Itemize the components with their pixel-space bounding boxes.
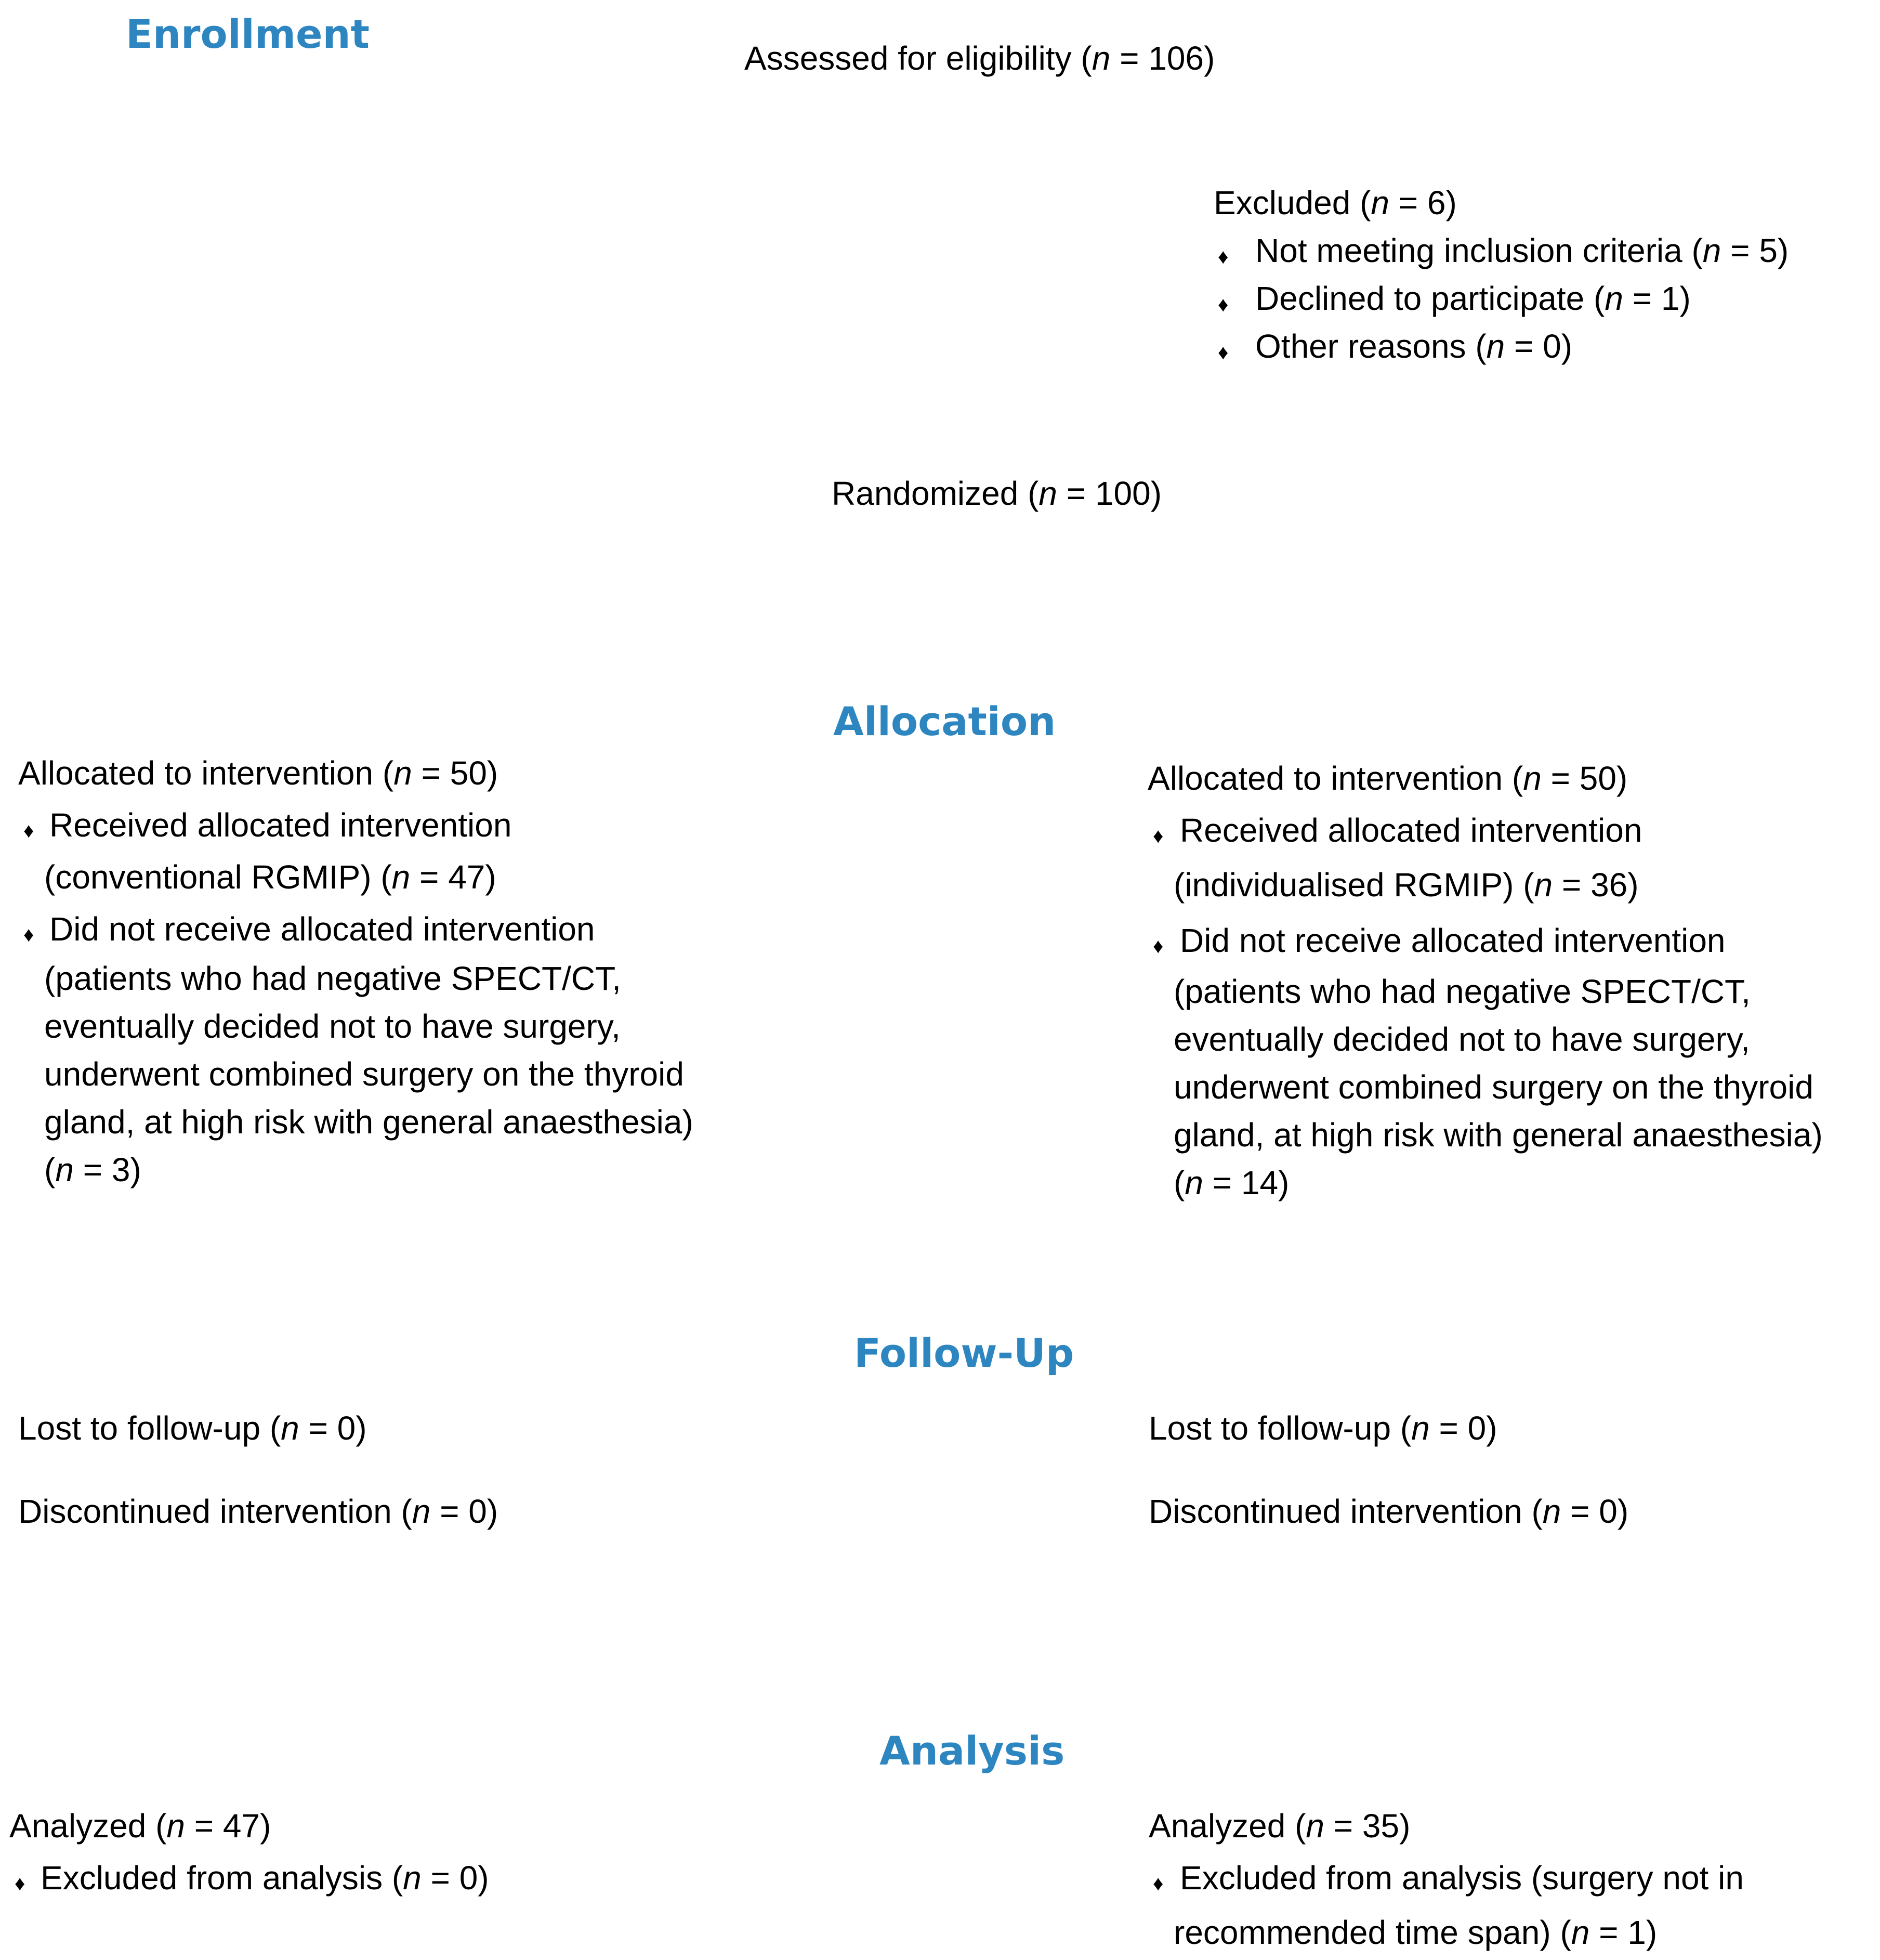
right-not-received-line1: Did not receive allocated intervention xyxy=(1180,922,1726,959)
left-excluded-from-analysis: Excluded from analysis (n = 0) xyxy=(41,1859,489,1897)
diamond-bullet-icon: ♦ xyxy=(15,1872,25,1895)
right-analyzed: Analyzed (n = 35) xyxy=(1149,1807,1411,1845)
right-lost-to-follow-up: Lost to follow-up (n = 0) xyxy=(1149,1409,1497,1447)
diamond-bullet-icon: ♦ xyxy=(1153,1872,1164,1895)
right-discontinued: Discontinued intervention (n = 0) xyxy=(1149,1493,1629,1530)
analysis-heading: Analysis xyxy=(879,1728,1065,1774)
left-lost-to-follow-up: Lost to follow-up (n = 0) xyxy=(18,1409,367,1447)
left-not-received-count: (n = 3) xyxy=(44,1151,141,1188)
right-allocated: Allocated to intervention (n = 50) xyxy=(1148,760,1628,797)
diamond-bullet-icon: ♦ xyxy=(1153,825,1164,847)
diamond-bullet-icon: ♦ xyxy=(1153,935,1164,958)
diamond-bullet-icon: ♦ xyxy=(1218,341,1229,364)
diamond-bullet-icon: ♦ xyxy=(23,819,34,842)
enrollment-heading: Enrollment xyxy=(126,11,370,57)
left-received-line2: (conventional RGMIP) (n = 47) xyxy=(44,858,496,896)
left-not-received-line4: underwent combined surgery on the thyroid xyxy=(44,1055,684,1093)
right-not-received-line2: (patients who had negative SPECT/CT, xyxy=(1174,973,1751,1010)
right-excluded-from-analysis-line2: recommended time span) (n = 1) xyxy=(1174,1914,1658,1951)
right-not-received-line4: underwent combined surgery on the thyroid xyxy=(1174,1068,1813,1106)
diamond-bullet-icon: ♦ xyxy=(1218,293,1229,316)
diamond-bullet-icon: ♦ xyxy=(1218,245,1229,268)
diamond-bullet-icon: ♦ xyxy=(23,923,34,946)
right-not-received-line5: gland, at high risk with general anaesthesia) xyxy=(1174,1116,1823,1154)
right-excluded-from-analysis-line1: Excluded from analysis (surgery not in xyxy=(1180,1859,1744,1897)
left-not-received-line2: (patients who had negative SPECT/CT, xyxy=(44,960,621,997)
follow-up-heading: Follow-Up xyxy=(854,1330,1074,1376)
left-analyzed: Analyzed (n = 47) xyxy=(9,1807,271,1845)
excluded-not-meeting-criteria: Not meeting inclusion criteria (n = 5) xyxy=(1255,232,1789,269)
right-received-line1: Received allocated intervention xyxy=(1180,812,1642,849)
left-discontinued: Discontinued intervention (n = 0) xyxy=(18,1493,498,1530)
left-not-received-line5: gland, at high risk with general anaesthesia) xyxy=(44,1103,693,1141)
excluded-total: Excluded (n = 6) xyxy=(1214,184,1457,221)
right-not-received-line3: eventually decided not to have surgery, xyxy=(1174,1021,1750,1058)
excluded-other-reasons: Other reasons (n = 0) xyxy=(1255,328,1573,365)
left-not-received-line3: eventually decided not to have surgery, xyxy=(44,1008,621,1045)
left-allocated: Allocated to intervention (n = 50) xyxy=(18,754,498,792)
assessed-for-eligibility: Assessed for eligibility (n = 106) xyxy=(744,40,1215,77)
right-not-received-count: (n = 14) xyxy=(1174,1164,1290,1201)
excluded-declined: Declined to participate (n = 1) xyxy=(1255,280,1691,317)
randomized: Randomized (n = 100) xyxy=(832,475,1162,512)
allocation-heading: Allocation xyxy=(833,698,1056,744)
left-not-received-line1: Did not receive allocated intervention xyxy=(49,910,595,948)
left-received-line1: Received allocated intervention xyxy=(49,806,512,844)
right-received-line2: (individualised RGMIP) (n = 36) xyxy=(1174,866,1639,904)
